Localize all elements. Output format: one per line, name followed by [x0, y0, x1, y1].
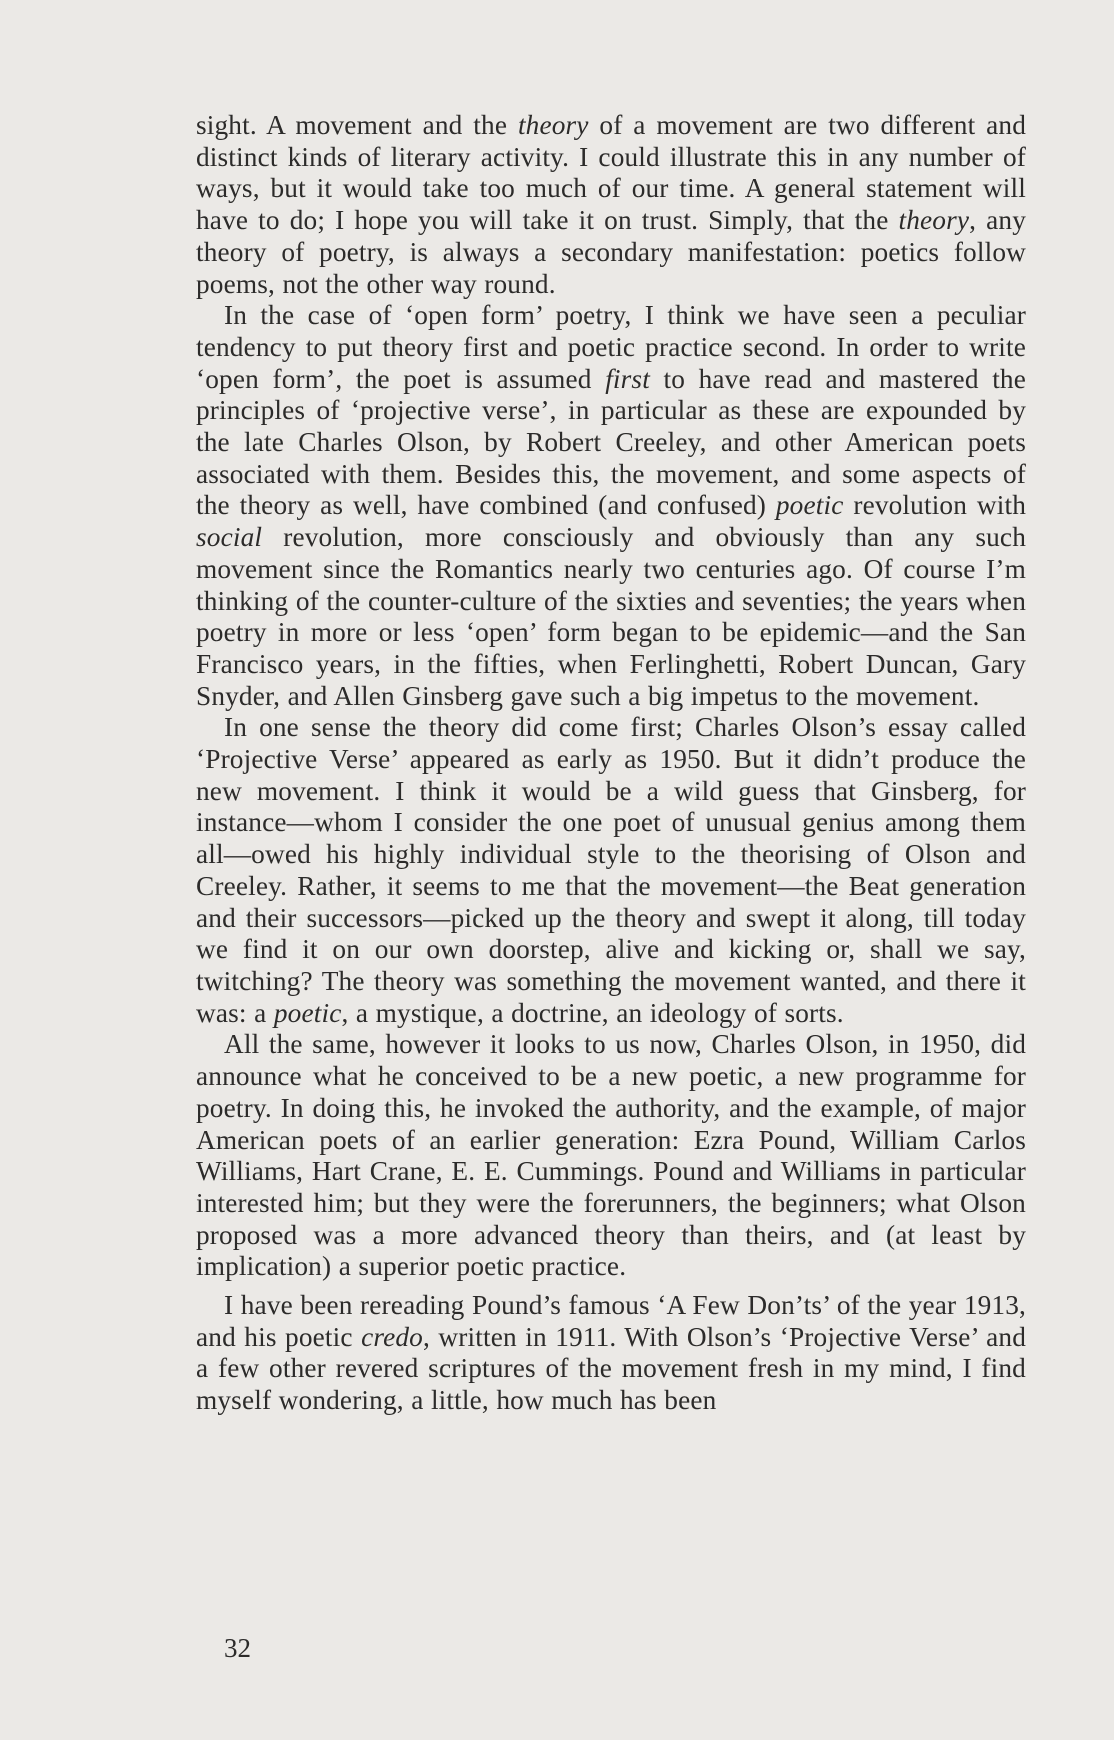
italic-text: social: [196, 522, 263, 553]
paragraph: [196, 1029, 1026, 1283]
page-number: 32: [224, 1633, 251, 1663]
paragraph: [196, 110, 1026, 300]
italic-text: theory: [517, 110, 589, 140]
text-run: , written in 1911. With Olson’s ‘Projective Verse’ and a few other revered scriptures of the movement fresh in my mind, I find myself wondering, a little, how much has been: [196, 1321, 1026, 1416]
text-run: I have been rereading Pound’s famous ‘A Few Don’ts’ of the year 1913, and his poetic: [196, 1290, 1026, 1352]
text-run: In the case of ‘open form’ poetry, I think we have seen a peculiar tendency to put theory first and poetic practice second. In order to write ‘open form’, the poet is assumed: [196, 300, 1026, 394]
text-run: All the same, however it looks to us now, Charles Olson, in 1950, did announce what he conceived to be a new poetic, a new programme for poetry. In doing this, he invoked the authority, and the example, of major American poets of an earlier generation: Ezra Pound, William Carlos Williams, Hart Crane, E. E. Cummings. Pound and Williams in particular interested him; but they were the forerunners, the beginners; what Olson proposed was a more advanced theory than theirs, and (at least by implication) a superior poetic practice.: [196, 1029, 1026, 1282]
text-run: revolution, more consciously and obviously than any such movement since the Romantics nearly two centuries ago. Of course I’m thinking of the counter-culture of the sixties and seventies; the years when poetry in more or less ‘open’ form began to be epidemic—and the San Francisco years, in the fifties, when Ferlinghetti, Robert Duncan, Gary Snyder, and Allen Ginsberg gave such a big impetus to the movement.: [196, 522, 1026, 711]
text-run: of a movement are two different and distinct kinds of literary activity. I could illustrate this in any number of ways, but it would take too much of our time. A general statement will have to do; I hope you will take it on trust. Simply, that the: [196, 110, 1027, 236]
italic-text: poetic: [273, 997, 342, 1028]
text-run: In one sense the theory did come first; Charles Olson’s essay called ‘Projective Verse’ appeared as early as 1950. But it didn’t produce the new movement. I think it would be a wild guess that Ginsberg, for instance—whom I consider the one poet of unusual genius among them all—owed his highly individual style to the theorising of Olson and Creeley. Rather, it seems to me that the movement—the Beat generation and their successors—picked up the theory and swept it along, till today we find it on our own doorstep, alive and kicking or, shall we say, twitching? The theory was something the movement wanted, and there it was: a: [196, 712, 1026, 1028]
text-run: revolution with: [843, 490, 1027, 521]
italic-text: first: [605, 363, 650, 394]
text-run: , any theory of poetry, is always a secondary manifestation: poetics follow poems, not the other way round.: [196, 205, 1027, 299]
paragraph: [196, 1290, 1026, 1417]
italic-text: poetic: [775, 490, 844, 521]
text-run: , a mystique, a doctrine, an ideology of sorts.: [341, 997, 844, 1028]
italic-text: credo: [361, 1321, 423, 1352]
italic-text: theory: [898, 205, 970, 236]
text-run: to have read and mastered the principles of ‘projective verse’, in particular as these are expounded by the late Charles Olson, by Robert Creeley, and other American poets associated with them. Besides this, the movement, and some aspects of the theory as well, have combined (and confused): [196, 363, 1026, 521]
body-text: [196, 110, 1026, 1417]
paragraph: [196, 300, 1026, 712]
paragraph: [196, 712, 1026, 1029]
text-run: sight. A movement and the: [196, 110, 518, 140]
